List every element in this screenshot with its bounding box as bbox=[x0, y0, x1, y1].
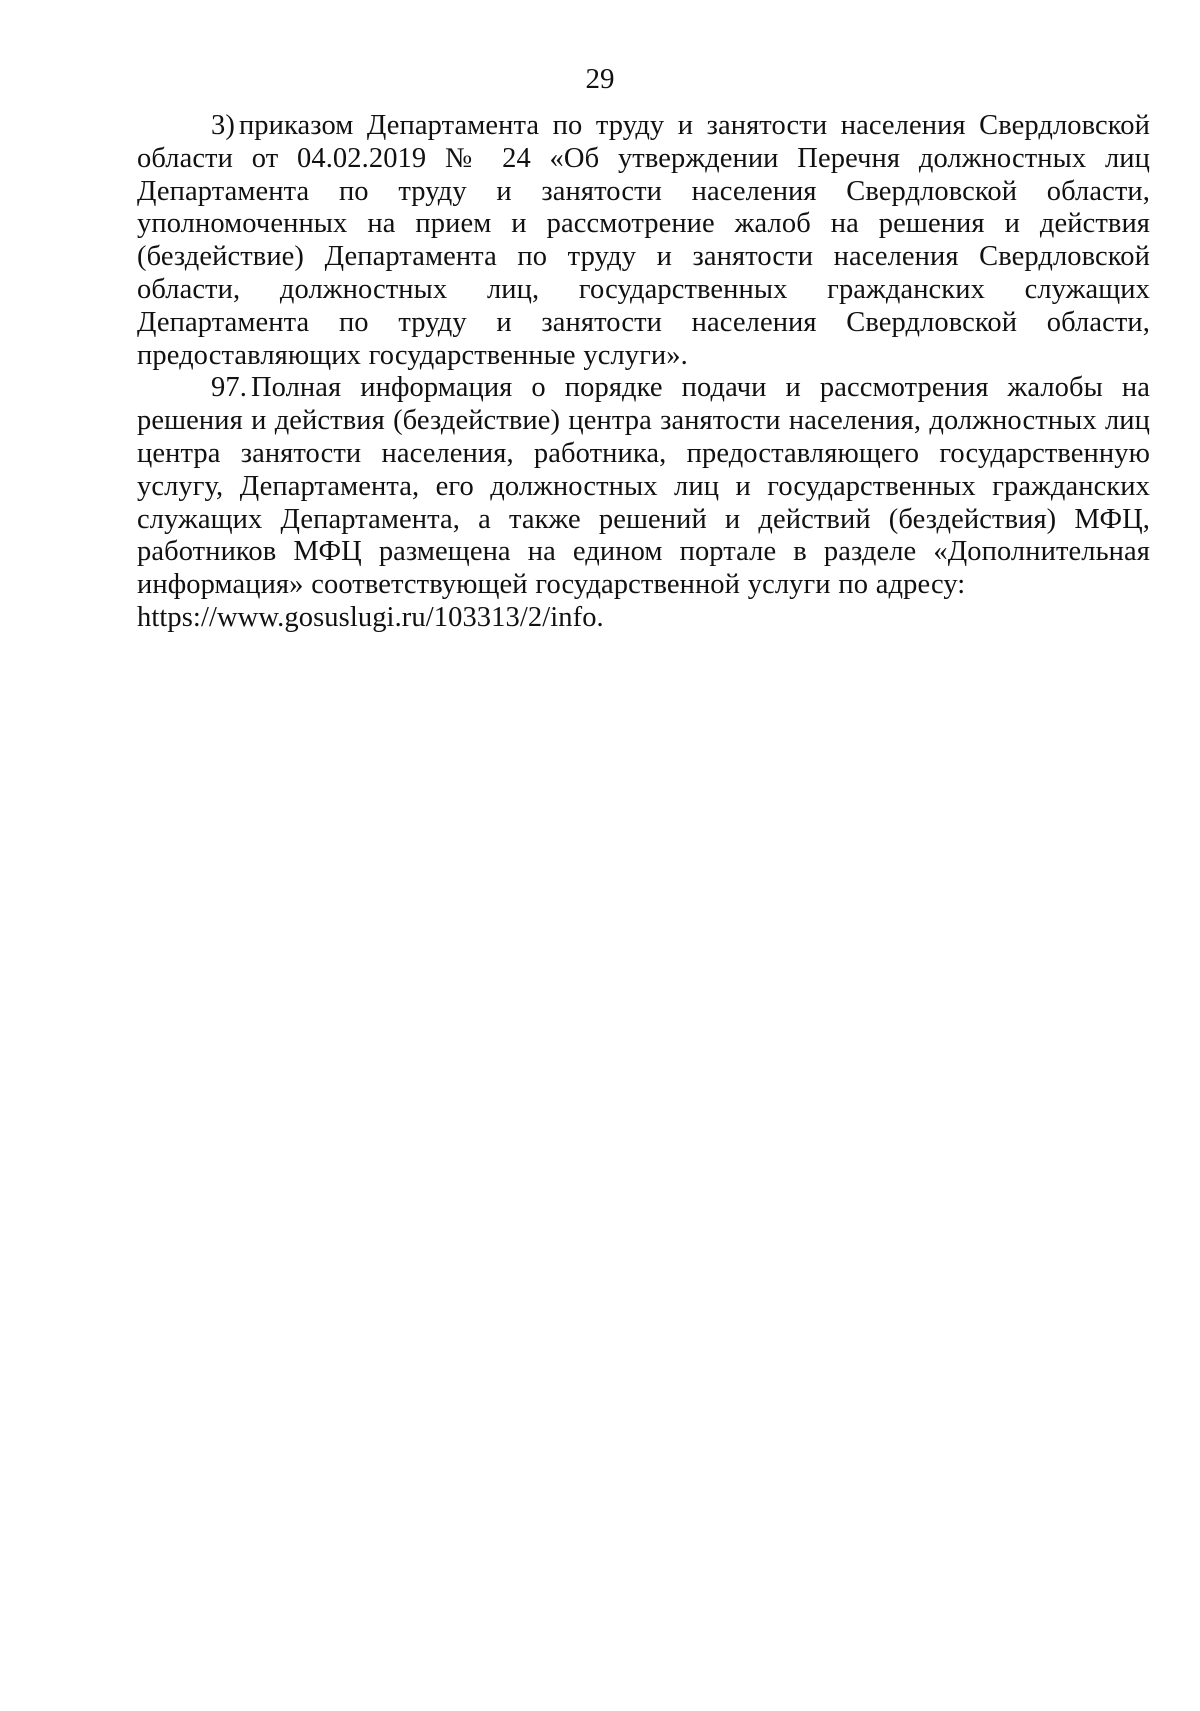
paragraph-text: приказом Департамента по труду и занятости населения Свердловской области от 04.02.2019 № 24 «Об утверждении Перечня должностных лиц Департамента по труду и занятости населения Свердловской области, уполномоченных на прием и рассмотрение жалоб на решения и действия (бездействие) Департамента по труду и занятости населения Свердловской области, должностных лиц, государственных гражданских служащих Департамента по труду и занятости населения Свердловской области, предоставляющих государственные услуги». bbox=[137, 110, 1150, 371]
paragraph-number: 3) bbox=[211, 110, 235, 141]
page-number: 29 bbox=[585, 63, 615, 95]
paragraph-number: 97. bbox=[211, 372, 247, 404]
paragraph-item-3 bbox=[137, 110, 1150, 372]
document-body bbox=[137, 110, 1150, 635]
paragraph-text: Полная информация о порядке подачи и рассмотрения жалобы на решения и действия (бездействие) центра занятости населения, должностных лиц центра занятости населения, работника, предоставляющего государственную услугу, Департамента, его должностных лиц и государственных гражданских служащих Департамента, а также решений и действий (бездействия) МФЦ, работников МФЦ размещена на едином портале в разделе «Дополнительная информация» соответствующей государственной услуги по адресу: bbox=[137, 372, 1150, 601]
paragraph-item-97 bbox=[137, 372, 1150, 634]
gosuslugi-url: https://www.gosuslugi.ru/103313/2/info. bbox=[137, 601, 604, 633]
